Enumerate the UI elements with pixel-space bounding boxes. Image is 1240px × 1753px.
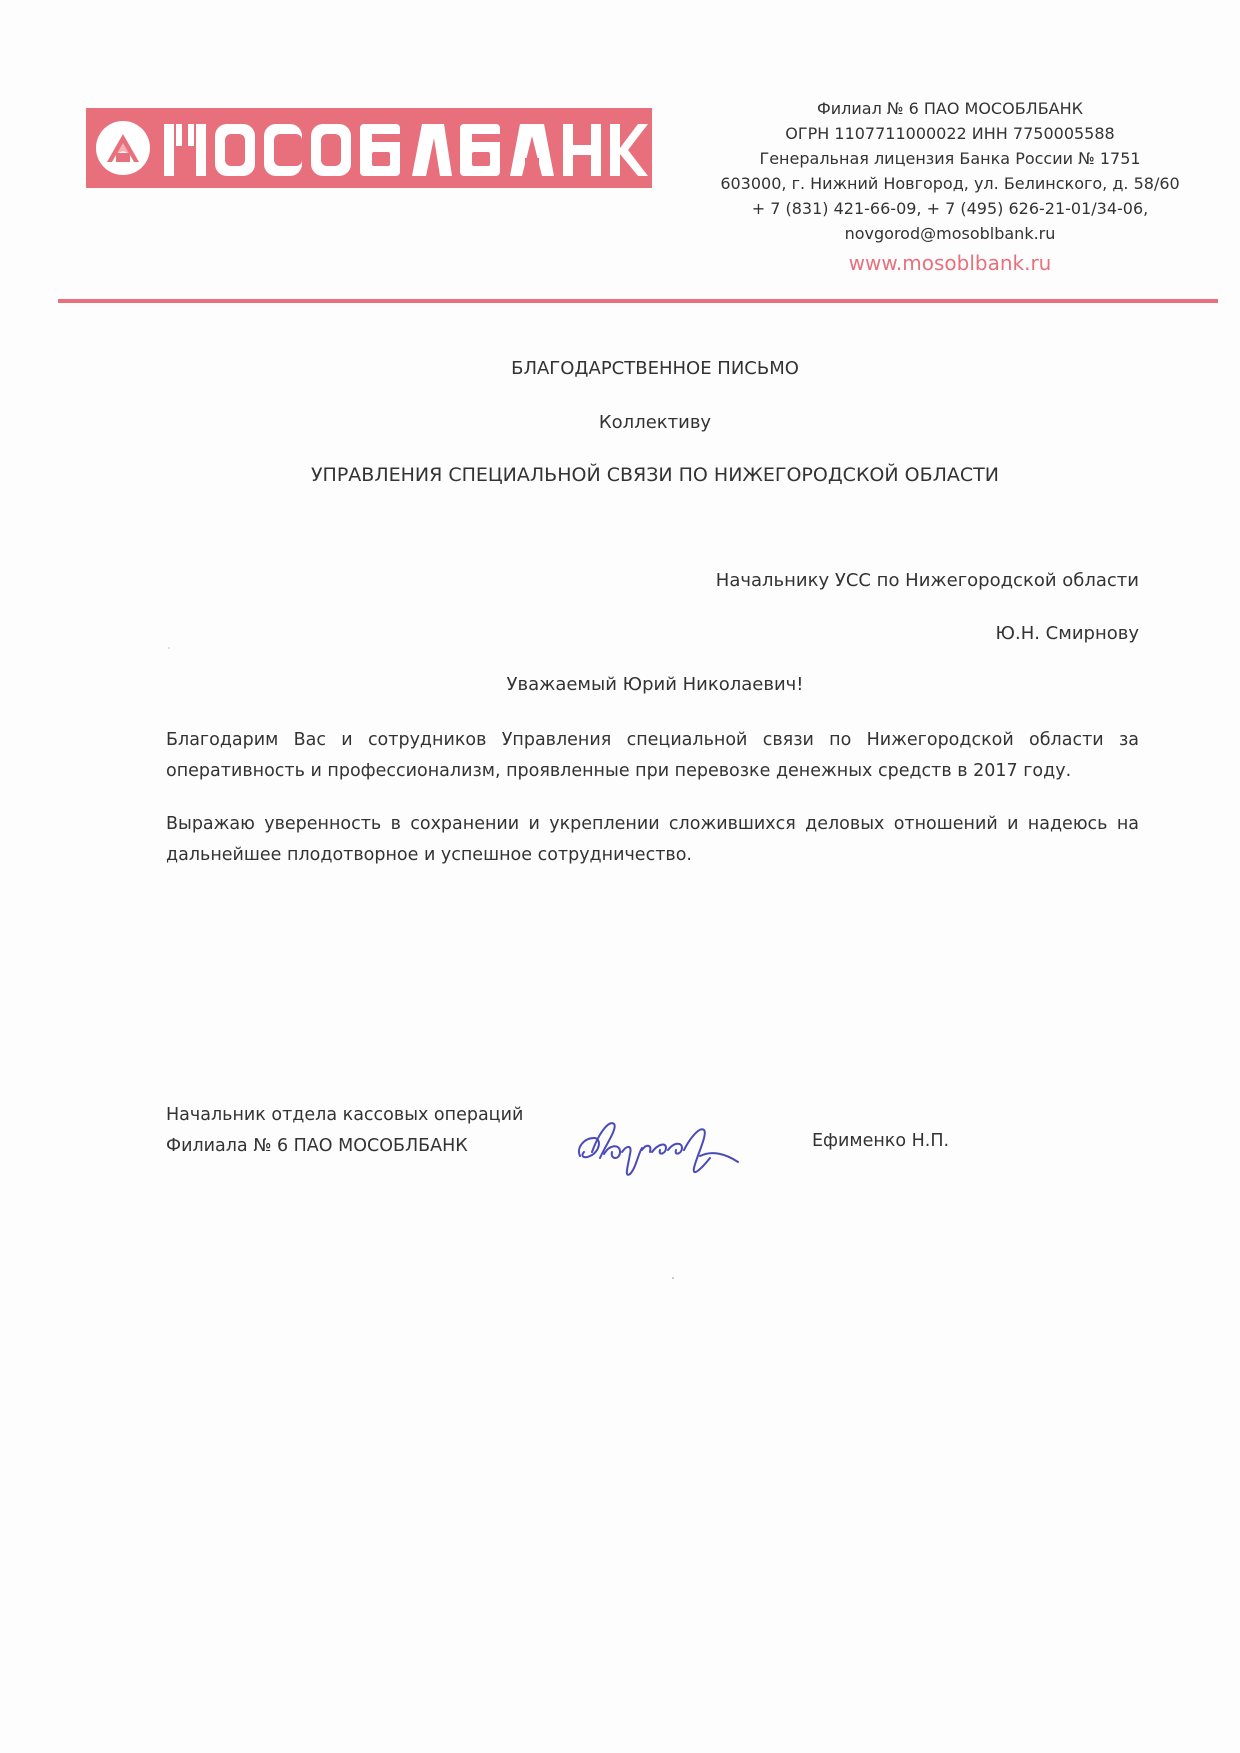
bank-contact-info xyxy=(690,96,1210,278)
body-paragraph-2: Выражаю уверенность в сохранении и укреплении сложившихся деловых отношений и надеюсь на дальнейшее плодотворное и успешное сотрудничество. xyxy=(166,814,1139,865)
registration-numbers: ОГРН 1107711000022 ИНН 7750005588 xyxy=(785,124,1115,143)
website-link[interactable]: www.mosoblbank.ru xyxy=(848,251,1052,275)
bank-wordmark xyxy=(160,108,650,188)
license-info: Генеральная лицензия Банка России № 1751 xyxy=(759,149,1141,168)
addressee-position: Начальнику УСС по Нижегородской области xyxy=(715,570,1139,591)
phone-numbers: + 7 (831) 421-66-09, + 7 (495) 626-21-01/34-06, xyxy=(751,199,1149,218)
bank-logo xyxy=(86,108,652,188)
signer-position-line-2: Филиала № 6 ПАО МОСОБЛБАНК xyxy=(166,1136,468,1156)
signer-name: Ефименко Н.П. xyxy=(812,1131,950,1151)
letter-recipient-organization: УПРАВЛЕНИЯ СПЕЦИАЛЬНОЙ СВЯЗИ ПО НИЖЕГОРОДСКОЙ ОБЛАСТИ xyxy=(310,464,1000,486)
body-paragraph-1: Благодарим Вас и сотрудников Управления специальной связи по Нижегородской области за оперативность и профессионализм, проявленные при перевозке денежных средств в 2017 году. xyxy=(166,730,1139,781)
bank-emblem-icon xyxy=(94,119,152,177)
header-divider xyxy=(58,299,1218,303)
email-address: novgorod@mosoblbank.ru xyxy=(844,224,1056,243)
signer-position xyxy=(166,1100,523,1162)
letter-title: БЛАГОДАРСТВЕННОЕ ПИСЬМО xyxy=(511,358,799,379)
scan-speck xyxy=(672,1277,674,1279)
postal-address: 603000, г. Нижний Новгород, ул. Белинского, д. 58/60 xyxy=(720,174,1180,193)
letter-recipient-group: Коллективу xyxy=(598,412,712,433)
handwritten-signature xyxy=(570,1108,755,1188)
scan-speck xyxy=(168,647,170,649)
signer-position-line-1: Начальник отдела кассовых операций xyxy=(166,1105,524,1125)
addressee-name: Ю.Н. Смирнову xyxy=(995,623,1139,644)
branch-name: Филиал № 6 ПАО МОСОБЛБАНК xyxy=(816,99,1084,118)
salutation: Уважаемый Юрий Николаевич! xyxy=(506,674,804,695)
